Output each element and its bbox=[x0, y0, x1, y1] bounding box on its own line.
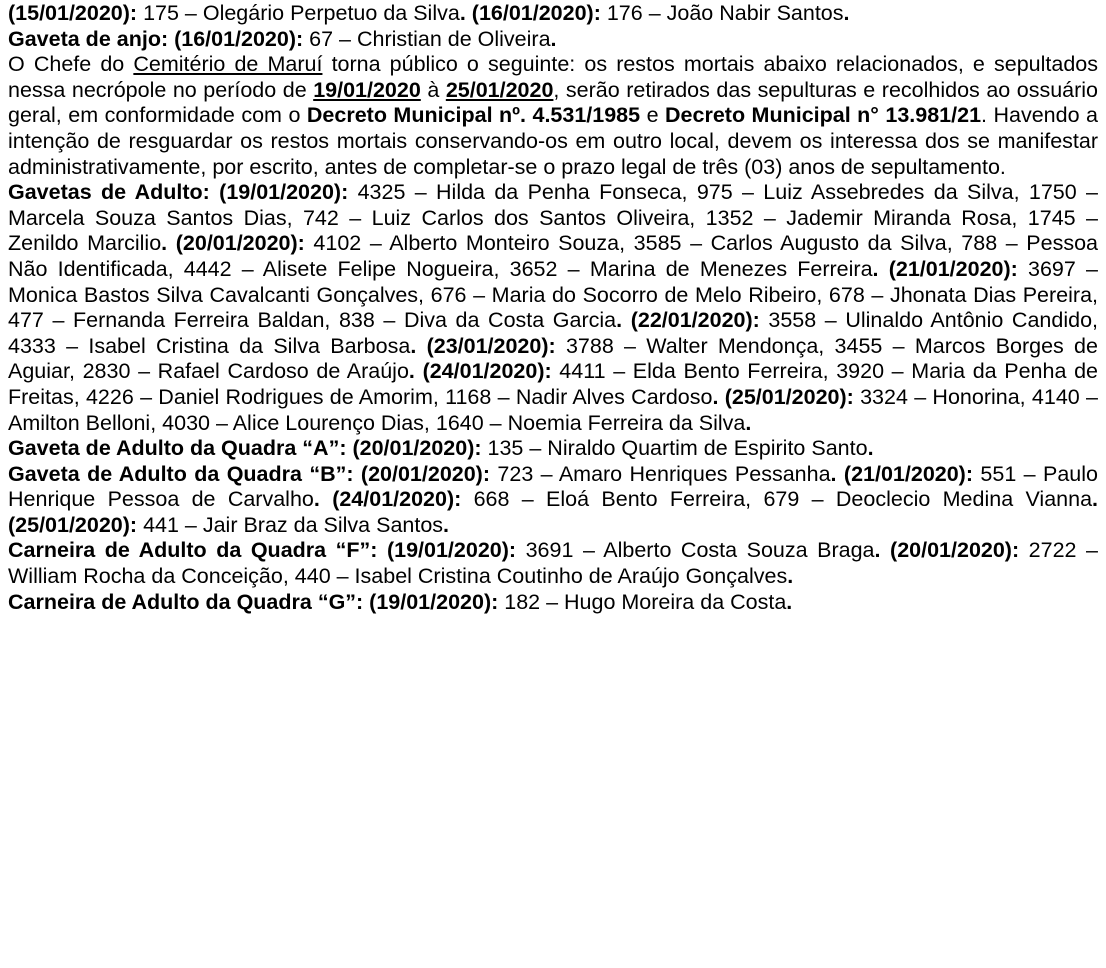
bold-text-segment: (16/01/2020): bbox=[471, 1, 601, 25]
text-segment bbox=[881, 538, 891, 562]
bold-text-segment: . bbox=[1092, 487, 1099, 512]
paragraph-continuation bbox=[8, 1, 1098, 27]
bold-text-segment: . bbox=[408, 359, 415, 384]
text-segment bbox=[879, 257, 889, 281]
text-segment: 4102 – Alberto Monteiro Souza, 3585 – Carlos Augusto da Silva, 788 – Pessoa Não Identificada, 4442 – Alisete Felipe Nogueira, 3652 – Marina de Menezes Ferreira bbox=[8, 231, 1098, 281]
text-segment: , serão retirados das sepulturas e recolhidos ao ossuário geral, em conformidade com o bbox=[8, 77, 1099, 128]
text-segment: e bbox=[640, 103, 666, 128]
bold-text-segment: 25/01/2020 bbox=[445, 77, 554, 102]
text-segment: 668 – Eloá Bento Ferreira, 679 – Deoclecio Medina Vianna bbox=[461, 487, 1093, 512]
bold-text-segment: . bbox=[830, 461, 837, 486]
bold-text-segment: Decreto Municipal nº. 4.531/1985 bbox=[306, 103, 641, 128]
text-segment: 441 – Jair Braz da Silva Santos bbox=[137, 512, 444, 537]
bold-text-segment: (22/01/2020): bbox=[630, 308, 760, 333]
bold-text-segment: (23/01/2020): bbox=[426, 333, 556, 358]
underlined-text-segment: Cemitério de Maruí bbox=[133, 52, 323, 77]
paragraph-gaveta-anjo bbox=[8, 27, 1098, 53]
paragraph-edital bbox=[8, 52, 1098, 180]
bold-text-segment: (20/01/2020): bbox=[175, 231, 305, 256]
text-segment: 175 – Olegário Perpetuo da Silva bbox=[137, 1, 460, 25]
text-segment: 182 – Hugo Moreira da Costa bbox=[498, 589, 787, 614]
bold-text-segment: . bbox=[313, 487, 320, 512]
text-segment: 4325 – Hilda da Penha Fonseca, 975 – Luiz Assebredes da Silva, 1750 – Marcela Souza Santos Dias, 742 – Luiz Carlos dos Santos Oliveira, 1352 – Jademir Miranda Rosa, 1745 – Zenildo Marcilio bbox=[8, 180, 1099, 256]
text-segment: 135 – Niraldo Quartim de Espirito Santo bbox=[481, 436, 868, 461]
bold-text-segment: (15/01/2020): bbox=[8, 1, 138, 25]
text-segment: O Chefe do bbox=[8, 52, 134, 77]
bold-text-segment: Gaveta de Adulto da Quadra “B”: (20/01/2020): bbox=[8, 461, 491, 486]
bold-text-segment: 19/01/2020 bbox=[313, 77, 421, 102]
text-segment: 176 – João Nabir Santos bbox=[600, 1, 844, 25]
text-segment: 67 – Christian de Oliveira bbox=[303, 26, 551, 51]
bold-text-segment: (25/01/2020): bbox=[8, 512, 138, 537]
paragraph-quadra-b bbox=[8, 462, 1098, 539]
text-segment bbox=[167, 231, 176, 255]
bold-text-segment: Gaveta de anjo: (16/01/2020): bbox=[8, 26, 304, 51]
bold-text-segment: (25/01/2020): bbox=[724, 384, 854, 409]
text-segment: 551 – Paulo Henrique Pessoa de Carvalho bbox=[8, 461, 1098, 512]
paragraph-gavetas-adulto bbox=[8, 180, 1098, 436]
text-segment: 3558 – Ulinaldo Antônio Candido, 4333 – Isabel Cristina da Silva Barbosa bbox=[8, 308, 1098, 358]
text-segment: 3697 – Monica Bastos Silva Cavalcanti Gonçalves, 676 – Maria do Socorro de Melo Ribeiro, 678 – Jhonata Dias Pereira, 477 – Fernanda Ferreira Baldan, 838 – Diva da Costa Garcia bbox=[8, 256, 1098, 333]
text-segment: 3324 – Honorina, 4140 – Amilton Belloni, 4030 – Alice Lourenço Dias, 1640 – Noemia Ferreira da Silva bbox=[8, 384, 1098, 435]
text-segment bbox=[622, 308, 631, 332]
bold-text-segment: Gaveta de Adulto da Quadra “A”: (20/01/2020): bbox=[8, 436, 482, 461]
bold-text-segment: (24/01/2020): bbox=[422, 359, 552, 384]
bold-text-segment: Gavetas de Adulto: (19/01/2020): bbox=[8, 180, 349, 205]
bold-text-segment: . bbox=[786, 589, 793, 614]
bold-text-segment: . bbox=[787, 564, 794, 589]
paragraph-quadra-a bbox=[8, 436, 1098, 462]
bold-text-segment: (21/01/2020): bbox=[843, 461, 974, 486]
bold-text-segment: . bbox=[616, 308, 623, 333]
text-segment bbox=[416, 334, 426, 358]
paragraph-quadra-f bbox=[8, 538, 1098, 589]
text-segment: à bbox=[420, 77, 446, 102]
bold-text-segment: Carneira de Adulto da Quadra “F”: (19/01/2020): bbox=[8, 538, 517, 563]
text-segment: 2722 – William Rocha da Conceição, 440 – Isabel Cristina Coutinho de Araújo Gonçalves bbox=[8, 538, 1099, 589]
bold-text-segment: . bbox=[745, 410, 752, 435]
bold-text-segment: . bbox=[550, 26, 557, 51]
bold-text-segment: (20/01/2020): bbox=[890, 538, 1020, 563]
bold-text-segment: . bbox=[443, 512, 450, 537]
text-segment: 4411 – Elda Bento Ferreira, 3920 – Maria da Penha de Freitas, 4226 – Daniel Rodrigues de Amorim, 1168 – Nadir Alves Cardoso bbox=[8, 359, 1098, 409]
text-segment: . Havendo a intenção de resguardar os restos mortais conservando-os em outro local, devem os interessa dos se manifestar administrativamente, por escrito, antes de completar-se o prazo legal de três (03) anos de sepultamento. bbox=[8, 103, 1098, 179]
bold-text-segment: (24/01/2020): bbox=[332, 487, 462, 512]
bold-text-segment: . bbox=[459, 1, 466, 25]
text-segment bbox=[837, 462, 844, 486]
bold-text-segment: . bbox=[843, 1, 850, 25]
text-segment: 3788 – Walter Mendonça, 3455 – Marcos Borges de Aguiar, 2830 – Rafael Cardoso de Araújo bbox=[8, 333, 1098, 384]
bold-text-segment: . bbox=[161, 231, 168, 256]
bold-text-segment: . bbox=[410, 333, 417, 358]
bold-text-segment: (21/01/2020): bbox=[888, 256, 1018, 281]
bold-text-segment: Carneira de Adulto da Quadra “G”: (19/01/2020): bbox=[8, 589, 499, 614]
text-segment bbox=[415, 359, 423, 383]
bold-text-segment: . bbox=[872, 256, 879, 281]
paragraph-quadra-g bbox=[8, 590, 1098, 616]
bold-text-segment: Decreto Municipal n° 13.981/21 bbox=[665, 103, 982, 128]
text-segment bbox=[320, 487, 332, 511]
bold-text-segment: . bbox=[712, 384, 719, 409]
text-segment: 723 – Amaro Henriques Pessanha bbox=[490, 461, 831, 486]
text-segment: torna público o seguinte: os restos mortais abaixo relacionados, e sepultados nessa necrópole no período de bbox=[8, 52, 1098, 102]
bold-text-segment: . bbox=[874, 538, 881, 563]
bold-text-segment: . bbox=[867, 436, 874, 461]
text-segment: 3691 – Alberto Costa Souza Braga bbox=[516, 538, 875, 563]
